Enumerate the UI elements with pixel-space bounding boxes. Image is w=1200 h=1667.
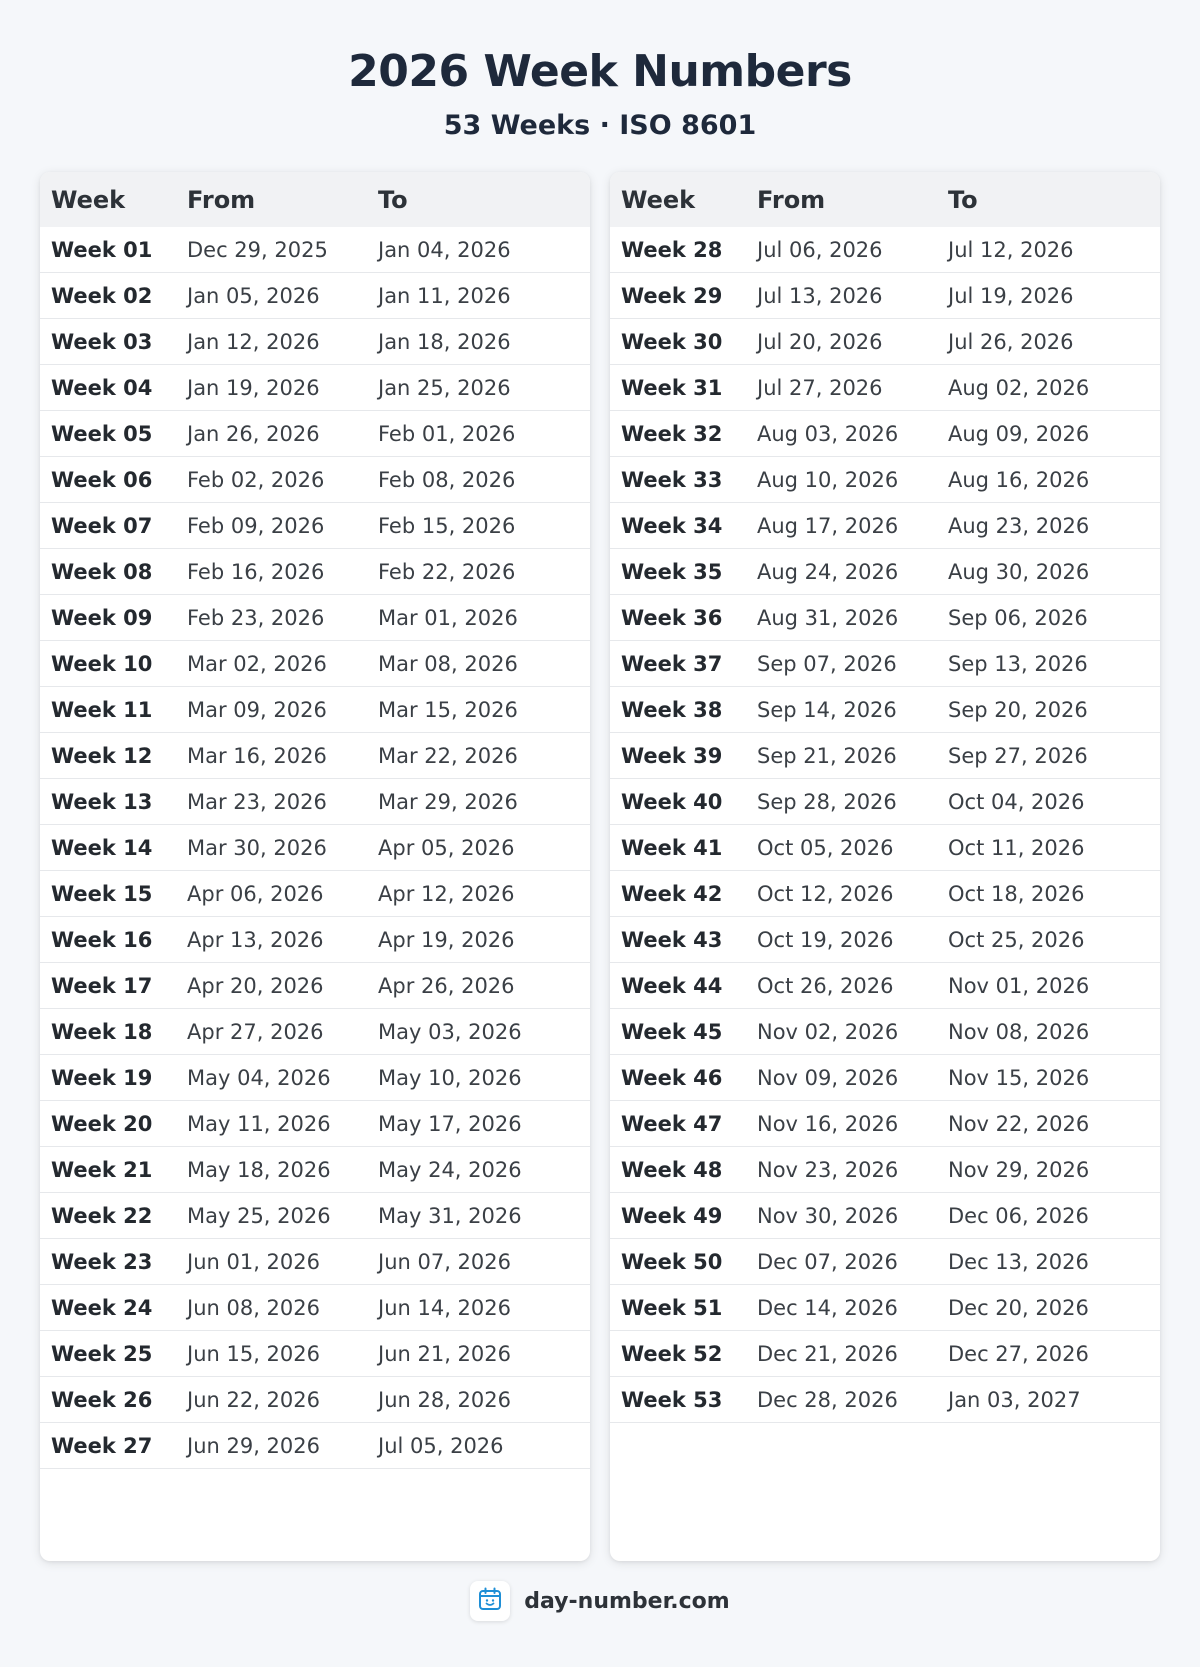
to-date-cell: Aug 16, 2026	[948, 467, 1090, 492]
week-cell: Week 44	[621, 973, 723, 998]
table-row	[610, 871, 1160, 917]
to-date-cell: Sep 27, 2026	[948, 743, 1088, 768]
from-date-cell: Feb 09, 2026	[187, 513, 325, 538]
table-row	[610, 595, 1160, 641]
week-cell: Week 50	[621, 1249, 723, 1274]
table-row	[40, 365, 590, 411]
table-row	[40, 733, 590, 779]
from-date-cell: Apr 20, 2026	[187, 973, 324, 998]
table-row	[40, 1331, 590, 1377]
table-row	[610, 1239, 1160, 1285]
week-cell: Week 04	[51, 375, 153, 400]
from-date-cell: Jan 12, 2026	[187, 329, 320, 354]
to-date-cell: Oct 18, 2026	[948, 881, 1085, 906]
table-row	[40, 1147, 590, 1193]
table-row	[610, 1055, 1160, 1101]
from-date-cell: Apr 27, 2026	[187, 1019, 324, 1044]
to-date-cell: Mar 08, 2026	[378, 651, 518, 676]
table-row	[610, 1009, 1160, 1055]
week-cell: Week 30	[621, 329, 723, 354]
week-cell: Week 12	[51, 743, 153, 768]
to-date-cell: Jan 18, 2026	[378, 329, 511, 354]
from-date-cell: Jan 19, 2026	[187, 375, 320, 400]
table-row	[40, 1423, 590, 1469]
to-date-cell: Apr 19, 2026	[378, 927, 515, 952]
from-date-cell: May 25, 2026	[187, 1203, 331, 1228]
week-cell: Week 47	[621, 1111, 723, 1136]
to-date-cell: Apr 05, 2026	[378, 835, 515, 860]
to-date-cell: Oct 11, 2026	[948, 835, 1085, 860]
column-header-week: Week	[51, 185, 126, 214]
week-cell: Week 25	[51, 1341, 153, 1366]
table-row	[40, 549, 590, 595]
week-cell: Week 03	[51, 329, 153, 354]
from-date-cell: Jan 05, 2026	[187, 283, 320, 308]
week-cell: Week 48	[621, 1157, 723, 1182]
week-cell: Week 11	[51, 697, 153, 722]
week-table-left	[40, 172, 590, 1561]
from-date-cell: Sep 14, 2026	[757, 697, 897, 722]
from-date-cell: Jun 01, 2026	[187, 1249, 321, 1274]
to-date-cell: Jun 28, 2026	[378, 1387, 512, 1412]
to-date-cell: May 03, 2026	[378, 1019, 522, 1044]
table-row	[610, 779, 1160, 825]
from-date-cell: Sep 07, 2026	[757, 651, 897, 676]
from-date-cell: Jan 26, 2026	[187, 421, 320, 446]
from-date-cell: Apr 06, 2026	[187, 881, 324, 906]
to-date-cell: Apr 26, 2026	[378, 973, 515, 998]
to-date-cell: Dec 27, 2026	[948, 1341, 1089, 1366]
to-date-cell: Sep 13, 2026	[948, 651, 1088, 676]
week-cell: Week 45	[621, 1019, 723, 1044]
to-date-cell: Mar 15, 2026	[378, 697, 518, 722]
table-row	[40, 595, 590, 641]
to-date-cell: Oct 04, 2026	[948, 789, 1085, 814]
week-cell: Week 46	[621, 1065, 723, 1090]
to-date-cell: Jun 21, 2026	[378, 1341, 512, 1366]
table-header	[610, 172, 1160, 227]
week-cell: Week 51	[621, 1295, 723, 1320]
week-cell: Week 34	[621, 513, 723, 538]
column-header-from: From	[757, 185, 826, 214]
to-date-cell: Jan 25, 2026	[378, 375, 511, 400]
from-date-cell: Nov 23, 2026	[757, 1157, 899, 1182]
from-date-cell: Feb 16, 2026	[187, 559, 325, 584]
to-date-cell: Mar 22, 2026	[378, 743, 518, 768]
from-date-cell: Oct 19, 2026	[757, 927, 894, 952]
table-row	[610, 319, 1160, 365]
to-date-cell: Mar 29, 2026	[378, 789, 518, 814]
from-date-cell: Feb 02, 2026	[187, 467, 325, 492]
table-row	[610, 273, 1160, 319]
table-row	[610, 963, 1160, 1009]
from-date-cell: Jun 29, 2026	[187, 1433, 321, 1458]
to-date-cell: Jun 14, 2026	[378, 1295, 512, 1320]
to-date-cell: Dec 13, 2026	[948, 1249, 1089, 1274]
to-date-cell: Sep 20, 2026	[948, 697, 1088, 722]
to-date-cell: Nov 29, 2026	[948, 1157, 1090, 1182]
week-cell: Week 21	[51, 1157, 153, 1182]
from-date-cell: Aug 31, 2026	[757, 605, 899, 630]
week-cell: Week 53	[621, 1387, 723, 1412]
from-date-cell: May 11, 2026	[187, 1111, 331, 1136]
table-row	[610, 1147, 1160, 1193]
table-row	[610, 411, 1160, 457]
table-row	[40, 227, 590, 273]
from-date-cell: Jul 13, 2026	[757, 283, 883, 308]
from-date-cell: Oct 05, 2026	[757, 835, 894, 860]
table-row	[40, 1193, 590, 1239]
to-date-cell: Aug 09, 2026	[948, 421, 1090, 446]
week-cell: Week 41	[621, 835, 723, 860]
to-date-cell: Jul 12, 2026	[948, 237, 1074, 262]
table-row	[610, 503, 1160, 549]
table-row	[610, 227, 1160, 273]
from-date-cell: Mar 23, 2026	[187, 789, 327, 814]
table-row	[40, 871, 590, 917]
table-row	[610, 457, 1160, 503]
week-cell: Week 43	[621, 927, 723, 952]
table-row	[610, 549, 1160, 595]
from-date-cell: Sep 28, 2026	[757, 789, 897, 814]
from-date-cell: Jul 27, 2026	[757, 375, 883, 400]
to-date-cell: Jul 05, 2026	[378, 1433, 504, 1458]
to-date-cell: May 24, 2026	[378, 1157, 522, 1182]
to-date-cell: Aug 23, 2026	[948, 513, 1090, 538]
from-date-cell: Aug 24, 2026	[757, 559, 899, 584]
from-date-cell: Oct 26, 2026	[757, 973, 894, 998]
table-row	[40, 319, 590, 365]
to-date-cell: May 31, 2026	[378, 1203, 522, 1228]
from-date-cell: Mar 02, 2026	[187, 651, 327, 676]
to-date-cell: Jul 26, 2026	[948, 329, 1074, 354]
week-cell: Week 42	[621, 881, 723, 906]
week-cell: Week 08	[51, 559, 153, 584]
column-header-to: To	[948, 185, 978, 214]
to-date-cell: Jan 11, 2026	[378, 283, 511, 308]
from-date-cell: Dec 28, 2026	[757, 1387, 898, 1412]
page-subtitle: 53 Weeks · ISO 8601	[443, 110, 757, 141]
table-body	[40, 227, 590, 1469]
from-date-cell: Aug 17, 2026	[757, 513, 899, 538]
week-cell: Week 05	[51, 421, 153, 446]
week-cell: Week 40	[621, 789, 723, 814]
week-cell: Week 09	[51, 605, 153, 630]
from-date-cell: Mar 09, 2026	[187, 697, 327, 722]
to-date-cell: Jan 04, 2026	[378, 237, 511, 262]
table-row	[610, 687, 1160, 733]
to-date-cell: Dec 06, 2026	[948, 1203, 1089, 1228]
week-cell: Week 20	[51, 1111, 153, 1136]
table-row	[610, 825, 1160, 871]
table-row	[610, 1285, 1160, 1331]
week-cell: Week 35	[621, 559, 723, 584]
from-date-cell: Jul 06, 2026	[757, 237, 883, 262]
from-date-cell: Dec 29, 2025	[187, 237, 328, 262]
table-row	[40, 779, 590, 825]
to-date-cell: Dec 20, 2026	[948, 1295, 1089, 1320]
from-date-cell: Jun 22, 2026	[187, 1387, 321, 1412]
week-table-right	[610, 172, 1160, 1561]
table-row	[610, 1193, 1160, 1239]
from-date-cell: Apr 13, 2026	[187, 927, 324, 952]
week-cell: Week 28	[621, 237, 723, 262]
week-cell: Week 32	[621, 421, 723, 446]
week-cell: Week 15	[51, 881, 153, 906]
week-cell: Week 29	[621, 283, 723, 308]
to-date-cell: Mar 01, 2026	[378, 605, 518, 630]
week-cell: Week 36	[621, 605, 723, 630]
week-cell: Week 02	[51, 283, 153, 308]
week-cell: Week 13	[51, 789, 153, 814]
from-date-cell: Aug 10, 2026	[757, 467, 899, 492]
week-cell: Week 16	[51, 927, 153, 952]
to-date-cell: Feb 22, 2026	[378, 559, 516, 584]
to-date-cell: May 10, 2026	[378, 1065, 522, 1090]
to-date-cell: Jan 03, 2027	[948, 1387, 1081, 1412]
from-date-cell: May 04, 2026	[187, 1065, 331, 1090]
week-cell: Week 19	[51, 1065, 153, 1090]
week-cell: Week 27	[51, 1433, 153, 1458]
table-header	[40, 172, 590, 227]
site-name[interactable]: day-number.com	[524, 1588, 730, 1614]
week-cell: Week 26	[51, 1387, 153, 1412]
from-date-cell: Mar 30, 2026	[187, 835, 327, 860]
from-date-cell: Jun 08, 2026	[187, 1295, 321, 1320]
week-cell: Week 06	[51, 467, 153, 492]
table-row	[40, 641, 590, 687]
table-row	[40, 503, 590, 549]
table-row	[40, 687, 590, 733]
from-date-cell: Nov 30, 2026	[757, 1203, 899, 1228]
from-date-cell: Jul 20, 2026	[757, 329, 883, 354]
table-row	[40, 1239, 590, 1285]
table-body	[610, 227, 1160, 1423]
table-row	[40, 457, 590, 503]
from-date-cell: Sep 21, 2026	[757, 743, 897, 768]
from-date-cell: Nov 09, 2026	[757, 1065, 899, 1090]
page-title: 2026 Week Numbers	[348, 46, 852, 97]
table-row	[40, 825, 590, 871]
calendar-face-icon	[477, 1586, 503, 1616]
table-row	[40, 273, 590, 319]
week-cell: Week 17	[51, 973, 153, 998]
week-cell: Week 52	[621, 1341, 723, 1366]
table-row	[610, 641, 1160, 687]
from-date-cell: Nov 16, 2026	[757, 1111, 899, 1136]
page-header	[0, 0, 1200, 144]
from-date-cell: Oct 12, 2026	[757, 881, 894, 906]
week-tables	[40, 172, 1160, 1561]
week-cell: Week 33	[621, 467, 723, 492]
to-date-cell: May 17, 2026	[378, 1111, 522, 1136]
column-header-from: From	[187, 185, 256, 214]
week-cell: Week 24	[51, 1295, 153, 1320]
week-cell: Week 18	[51, 1019, 153, 1044]
to-date-cell: Aug 30, 2026	[948, 559, 1090, 584]
table-row	[610, 365, 1160, 411]
table-row	[610, 917, 1160, 963]
to-date-cell: Feb 01, 2026	[378, 421, 516, 446]
table-row	[40, 963, 590, 1009]
to-date-cell: Jul 19, 2026	[948, 283, 1074, 308]
from-date-cell: Feb 23, 2026	[187, 605, 325, 630]
week-cell: Week 01	[51, 237, 153, 262]
to-date-cell: Aug 02, 2026	[948, 375, 1090, 400]
column-header-week: Week	[621, 185, 696, 214]
from-date-cell: Jun 15, 2026	[187, 1341, 321, 1366]
to-date-cell: Oct 25, 2026	[948, 927, 1085, 952]
to-date-cell: Nov 01, 2026	[948, 973, 1090, 998]
site-logo[interactable]	[470, 1581, 510, 1621]
week-cell: Week 39	[621, 743, 723, 768]
table-row	[610, 733, 1160, 779]
week-cell: Week 37	[621, 651, 723, 676]
to-date-cell: Apr 12, 2026	[378, 881, 515, 906]
to-date-cell: Nov 15, 2026	[948, 1065, 1090, 1090]
week-cell: Week 49	[621, 1203, 723, 1228]
week-cell: Week 38	[621, 697, 723, 722]
column-header-to: To	[378, 185, 408, 214]
week-cell: Week 07	[51, 513, 153, 538]
from-date-cell: Dec 14, 2026	[757, 1295, 898, 1320]
from-date-cell: Dec 21, 2026	[757, 1341, 898, 1366]
table-row	[40, 411, 590, 457]
week-cell: Week 31	[621, 375, 723, 400]
to-date-cell: Feb 15, 2026	[378, 513, 516, 538]
table-row	[610, 1101, 1160, 1147]
week-cell: Week 14	[51, 835, 153, 860]
week-cell: Week 23	[51, 1249, 153, 1274]
table-row	[40, 917, 590, 963]
table-row	[610, 1331, 1160, 1377]
site-footer	[0, 1581, 1200, 1621]
from-date-cell: Mar 16, 2026	[187, 743, 327, 768]
table-row	[40, 1009, 590, 1055]
table-row	[610, 1377, 1160, 1423]
to-date-cell: Feb 08, 2026	[378, 467, 516, 492]
to-date-cell: Jun 07, 2026	[378, 1249, 512, 1274]
to-date-cell: Nov 08, 2026	[948, 1019, 1090, 1044]
from-date-cell: Nov 02, 2026	[757, 1019, 899, 1044]
from-date-cell: May 18, 2026	[187, 1157, 331, 1182]
table-row	[40, 1101, 590, 1147]
from-date-cell: Aug 03, 2026	[757, 421, 899, 446]
table-row	[40, 1377, 590, 1423]
week-cell: Week 10	[51, 651, 153, 676]
week-cell: Week 22	[51, 1203, 153, 1228]
to-date-cell: Nov 22, 2026	[948, 1111, 1090, 1136]
table-row	[40, 1285, 590, 1331]
table-row	[40, 1055, 590, 1101]
to-date-cell: Sep 06, 2026	[948, 605, 1088, 630]
from-date-cell: Dec 07, 2026	[757, 1249, 898, 1274]
